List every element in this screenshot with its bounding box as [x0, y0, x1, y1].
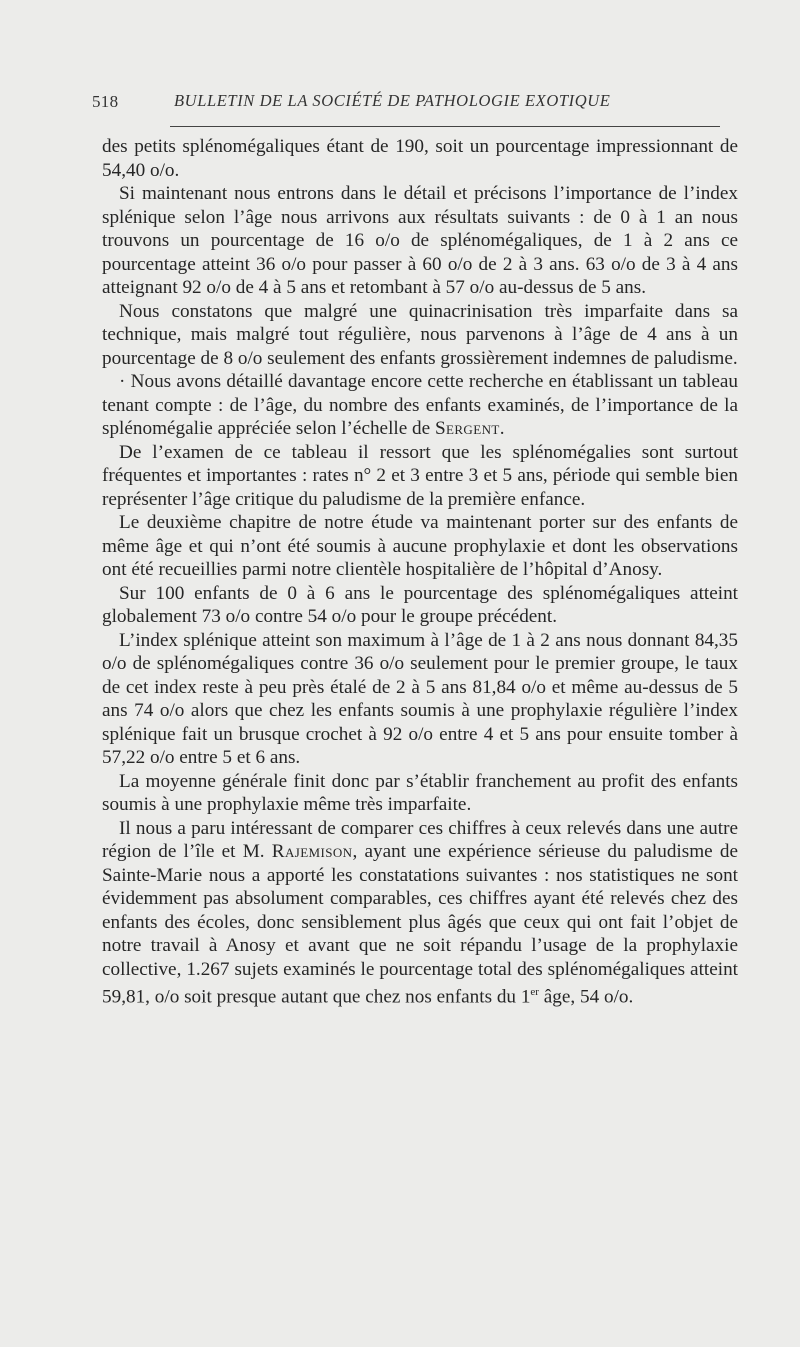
paragraph-table-text: · Nous avons détaillé davantage encore cette recherche en établissant un tableau tenant compte : de l’âge, du nombre des enfants examinés, de l’importance de la splénomégalie appréciée selon l’échelle de [102, 371, 738, 439]
paragraph-comparison-start: Il nous a paru intéressant de comparer ces chiffres à ceux relevés dans une autre région de l’île et M. [102, 817, 738, 862]
page-number: 518 [92, 92, 119, 111]
paragraph-hundred-children: Sur 100 enfants de 0 à 6 ans le pourcentage des splénomégaliques atteint globalement 73 o/o contre 54 o/o pour le groupe précédent. [102, 582, 738, 627]
author-name-rajemison: Rajemison [271, 841, 353, 862]
paragraph-continuation: des petits splénomégaliques étant de 190, soit un pourcentage impressionnant de 54,40 o/o. [102, 136, 738, 181]
paragraph-second-chapter: Le deuxième chapitre de notre étude va maintenant porter sur des enfants de même âge et qui n’ont été soumis à aucune prophylaxie et dont les observations ont été recueillies parmi notre clientèle hospitalière de l’hôpital d’Anosy. [102, 512, 738, 580]
body-text [102, 135, 738, 1009]
paragraph-comparison-end: âge, 54 o/o. [538, 986, 634, 1008]
paragraph-table-result: De l’examen de ce tableau il ressort que les splénomégalies sont surtout fréquentes et importantes : rates n° 2 et 3 entre 3 et 5 ans, période qui semble bien représenter l’âge critique du paludisme de la première enfance. [102, 441, 738, 510]
page-header [92, 88, 724, 114]
paragraph-comparison-rest: , ayant une expérience sérieuse du paludisme de Sainte-Marie nous a apporté les constatations suivantes : nos statistiques ne sont évidemment pas absolument comparables, ces chiffres ayant été relevés chez des enfants des écoles, donc sensiblement plus âgés que ceux qui ont fait l’objet de notre travail à Anosy et avant que ne soit répandu l’usage de la prophylaxie collective, 1.267 sujets examinés le pourcentage total des splénomégaliques atteint 59,81, o/o soit presque autant que chez nos enfants du 1 [102, 841, 738, 1008]
period: . [499, 418, 505, 439]
paragraph-index-maximum: L’index splénique atteint son maximum à l’âge de 1 à 2 ans nous donnant 84,35 o/o de splénomégaliques contre 36 o/o seulement pour le premier groupe, le taux de cet index reste à peu près étalé de 2 à 5 ans 81,84 o/o et même au-dessus de 5 ans 74 o/o alors que chez les enfants soumis à une prophylaxie régulière l’index splénique fait un brusque crochet à 92 o/o entre 4 et 5 ans pour ensuite tomber à 57,22 o/o entre 5 et 6 ans. [102, 629, 738, 768]
header-rule [170, 126, 720, 127]
paragraph-table [102, 370, 738, 441]
paragraph-comparison [102, 817, 738, 1009]
paragraph-general-average: La moyenne générale finit donc par s’établir franchement au profit des enfants soumis à une prophylaxie même très imparfaite. [102, 770, 738, 815]
paragraph-quinacrinisation: Nous constatons que malgré une quinacrinisation très imparfaite dans sa technique, mais malgré tout régulière, nous parvenons à l’âge de 4 ans à un pourcentage de 8 o/o seulement des enfants grossièrement indemnes de paludisme. [102, 300, 738, 369]
paragraph-index-by-age: Si maintenant nous entrons dans le détail et précisons l’importance de l’index splénique selon l’âge nous arrivons aux résultats suivants : de 0 à 1 an nous trouvons un pourcentage de 16 o/o de splénomégaliques, de 1 à 2 ans ce pourcentage atteint 36 o/o pour passer à 60 o/o de 2 à 3 ans. 63 o/o de 3 à 4 ans atteignant 92 o/o de 4 à 5 ans et retombant à 57 o/o au-dessus de 5 ans. [102, 183, 738, 298]
running-title: BULLETIN DE LA SOCIÉTÉ DE PATHOLOGIE EXOTIQUE [174, 91, 611, 110]
superscript-er: er [530, 986, 539, 998]
author-name-sergent: Sergent [434, 418, 500, 439]
